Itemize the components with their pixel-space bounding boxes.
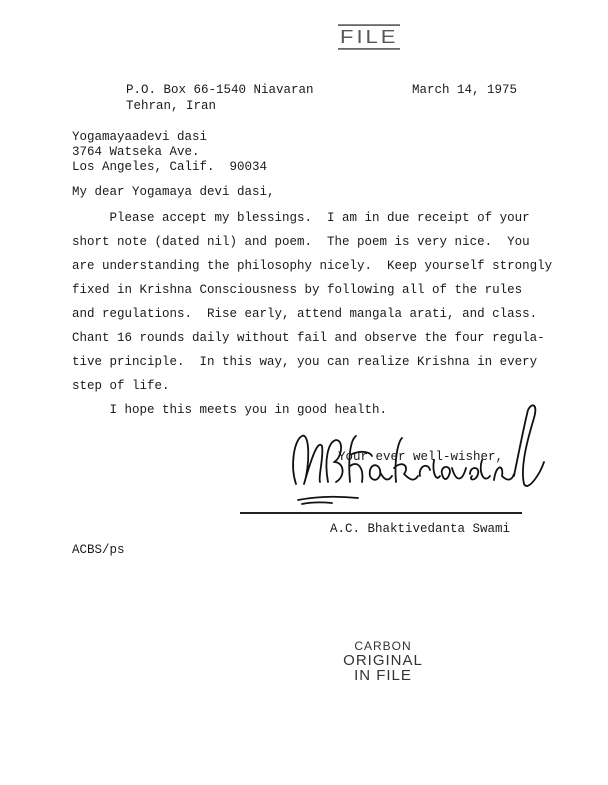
file-stamp: FILE <box>338 24 400 50</box>
body-line: fixed in Krishna Consciousness by following all of the rules <box>72 283 523 297</box>
body-line: short note (dated nil) and poem. The poem is very nice. You <box>72 235 530 249</box>
recipient-street: 3764 Watseka Ave. <box>72 145 200 159</box>
signature-line <box>240 512 522 514</box>
stamp-line-in-file: IN FILE <box>354 667 412 685</box>
salutation: My dear Yogamaya devi dasi, <box>72 185 275 199</box>
body-line: Please accept my blessings. I am in due receipt of your <box>72 211 530 225</box>
recipient-name: Yogamayaadevi dasi <box>72 130 208 144</box>
body-line: step of life. <box>72 379 170 393</box>
reference-initials: ACBS/ps <box>72 543 125 557</box>
stamp-line-carbon: CARBON <box>354 639 412 653</box>
carbon-stamp <box>338 640 428 684</box>
letter-date: March 14, 1975 <box>412 83 518 97</box>
body-line: and regulations. Rise early, attend mangala arati, and class. <box>72 307 538 321</box>
body-line: tive principle. In this way, you can realize Krishna in every <box>72 355 538 369</box>
recipient-city: Los Angeles, Calif. 90034 <box>72 160 268 174</box>
body-line: I hope this meets you in good health. <box>72 403 388 417</box>
handwritten-signature <box>288 396 558 508</box>
sender-address-line1: P.O. Box 66-1540 Niavaran <box>126 83 314 97</box>
body-line: Chant 16 rounds daily without fail and observe the four regula- <box>72 331 545 345</box>
stamp-line-original: ORIGINAL <box>343 651 423 669</box>
body-line: are understanding the philosophy nicely. Keep yourself strongly <box>72 259 553 273</box>
signer-name: A.C. Bhaktivedanta Swami <box>330 522 511 536</box>
closing: Your ever well-wisher, <box>338 450 504 464</box>
sender-address-line2: Tehran, Iran <box>126 99 217 113</box>
